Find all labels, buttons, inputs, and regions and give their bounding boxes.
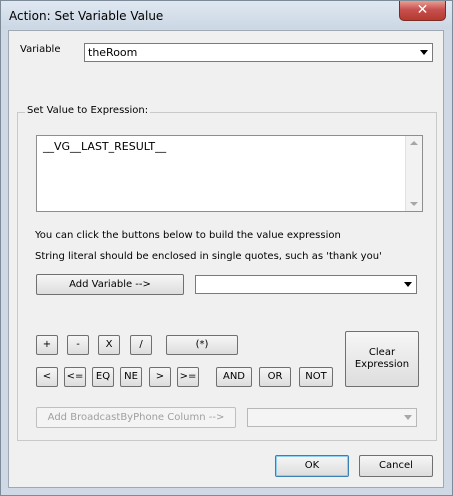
variable-select-value: theRoom bbox=[88, 46, 138, 59]
and-button[interactable]: AND bbox=[216, 367, 252, 387]
expression-textarea[interactable] bbox=[36, 135, 423, 212]
add-variable-button[interactable]: Add Variable --> bbox=[36, 274, 184, 295]
add-broadcast-column-button[interactable]: Add BroadcastByPhone Column --> bbox=[36, 407, 236, 428]
plus-button[interactable]: + bbox=[36, 335, 58, 355]
minus-button[interactable]: - bbox=[67, 335, 89, 355]
clear-expression-label-line1: Clear bbox=[368, 347, 396, 358]
variable-select[interactable] bbox=[84, 43, 433, 62]
equal-button[interactable]: EQ bbox=[92, 367, 114, 387]
expression-text: __VG__LAST_RESULT__ bbox=[43, 140, 167, 153]
close-icon: ✕ bbox=[416, 2, 429, 18]
parentheses-button[interactable]: (*) bbox=[166, 335, 238, 355]
variable-label: Variable bbox=[20, 44, 61, 55]
expression-scrollbar[interactable] bbox=[405, 136, 422, 211]
less-than-button[interactable]: < bbox=[36, 367, 58, 387]
not-equal-button[interactable]: NE bbox=[120, 367, 142, 387]
expression-group-label: Set Value to Expression: bbox=[27, 105, 149, 116]
or-button[interactable]: OR bbox=[259, 367, 291, 387]
clear-expression-label-line2: Expression bbox=[354, 359, 410, 370]
clear-expression-button[interactable] bbox=[345, 331, 419, 387]
add-variable-select[interactable] bbox=[195, 275, 417, 294]
window-title: Action: Set Variable Value bbox=[9, 9, 164, 23]
cancel-button[interactable]: Cancel bbox=[359, 455, 433, 477]
broadcast-dropdown-button[interactable] bbox=[400, 410, 415, 425]
chevron-down-icon bbox=[404, 415, 412, 420]
greater-equal-button[interactable]: >= bbox=[177, 367, 199, 387]
greater-than-button[interactable]: > bbox=[149, 367, 171, 387]
chevron-down-icon bbox=[404, 282, 412, 287]
hint-string-literal: String literal should be enclosed in single quotes, such as 'thank you' bbox=[35, 251, 382, 262]
multiply-button[interactable]: X bbox=[98, 335, 120, 355]
divide-button[interactable]: / bbox=[130, 335, 152, 355]
broadcast-column-select[interactable] bbox=[247, 408, 417, 427]
less-equal-button[interactable]: <= bbox=[64, 367, 86, 387]
chevron-down-icon bbox=[420, 50, 428, 55]
scroll-down-icon[interactable] bbox=[410, 202, 418, 206]
add-variable-dropdown-button[interactable] bbox=[400, 277, 415, 292]
hint-build-expression: You can click the buttons below to build the value expression bbox=[35, 230, 341, 241]
dialog-client-area bbox=[8, 30, 444, 488]
scroll-up-icon[interactable] bbox=[410, 141, 418, 145]
close-button[interactable] bbox=[399, 1, 446, 21]
not-button[interactable]: NOT bbox=[299, 367, 333, 387]
variable-dropdown-button[interactable] bbox=[416, 45, 431, 60]
title-bar[interactable] bbox=[1, 1, 452, 29]
ok-button[interactable]: OK bbox=[275, 455, 349, 477]
